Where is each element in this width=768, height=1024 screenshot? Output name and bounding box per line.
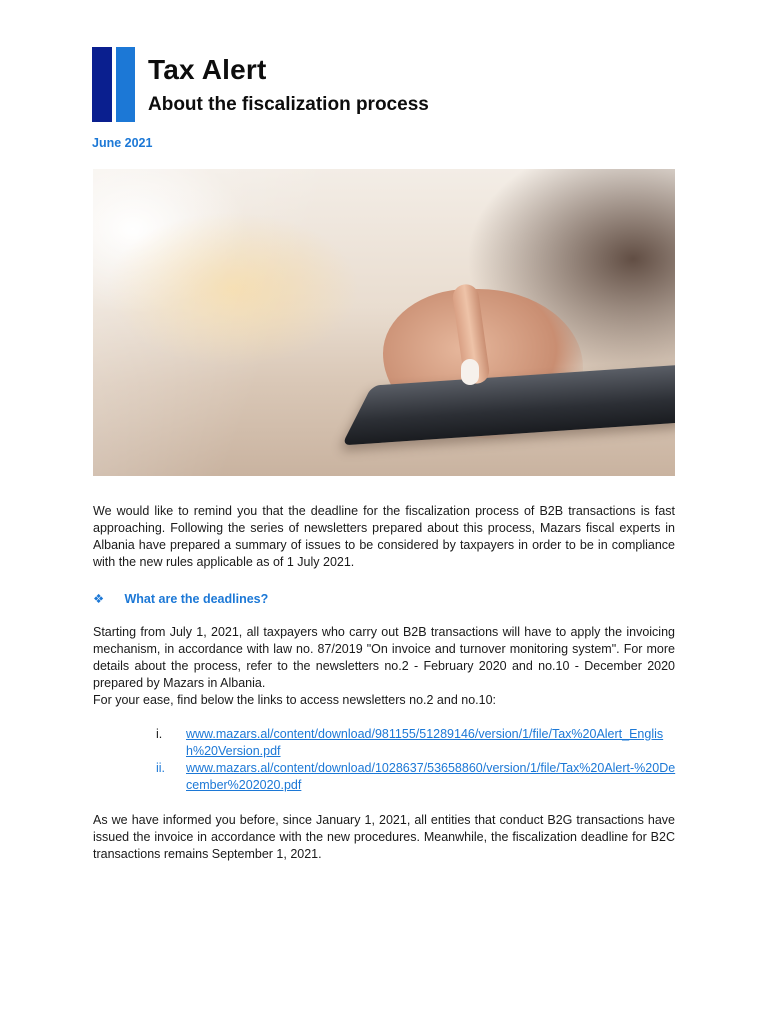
newsletter-link-1[interactable]: www.mazars.al/content/download/981155/51289146/version/1/file/Tax%20Alert_English%20Version.pdf	[186, 727, 664, 758]
list-number: ii.	[156, 761, 166, 775]
logo-light-bar	[116, 47, 135, 122]
page-title: Tax Alert	[148, 54, 267, 85]
intro-paragraph: We would like to remind you that the deadline for the fiscalization process of B2B transactions is fast approaching. Following the series of newsletters prepared about this process, Mazars fiscal experts in Albania have prepared a summary of issues to be considered by taxpayers in order to be in compliance with the new rules applicable as of 1 July 2021.	[93, 504, 675, 569]
closing-paragraph: As we have informed you before, since January 1, 2021, all entities that conduct B2G transactions have issued the invoice in accordance with the new procedures. Meanwhile, the fiscalization deadline for B2C transactions remains September 1, 2021.	[93, 813, 675, 861]
list-number: i.	[156, 727, 163, 741]
light-glare	[93, 169, 675, 476]
links-list	[148, 726, 678, 794]
newsletter-link-2[interactable]: www.mazars.al/content/download/1028637/53658860/version/1/file/Tax%20Alert-%20December%202020.pdf	[186, 761, 676, 792]
section-title: What are the deadlines?	[124, 592, 269, 606]
hero-image	[93, 169, 675, 476]
list-item	[148, 726, 678, 760]
links-intro: For your ease, find below the links to access newsletters no.2 and no.10:	[93, 693, 497, 707]
section-heading	[93, 591, 268, 606]
deadlines-paragraph: Starting from July 1, 2021, all taxpayers who carry out B2B transactions will have to apply the invoicing mechanism, in accordance with law no. 87/2019 "On invoice and turnover monitoring system". For more details about the process, refer to the newsletters no.2 - February 2020 and no.10 - December 2020 prepared by Mazars in Albania.	[93, 625, 675, 690]
publication-date: June 2021	[92, 136, 153, 150]
logo-dark-bar	[92, 47, 112, 122]
page-subtitle: About the fiscalization process	[148, 94, 429, 115]
list-item	[148, 760, 678, 794]
diamond-bullet-icon: ❖	[93, 592, 105, 606]
